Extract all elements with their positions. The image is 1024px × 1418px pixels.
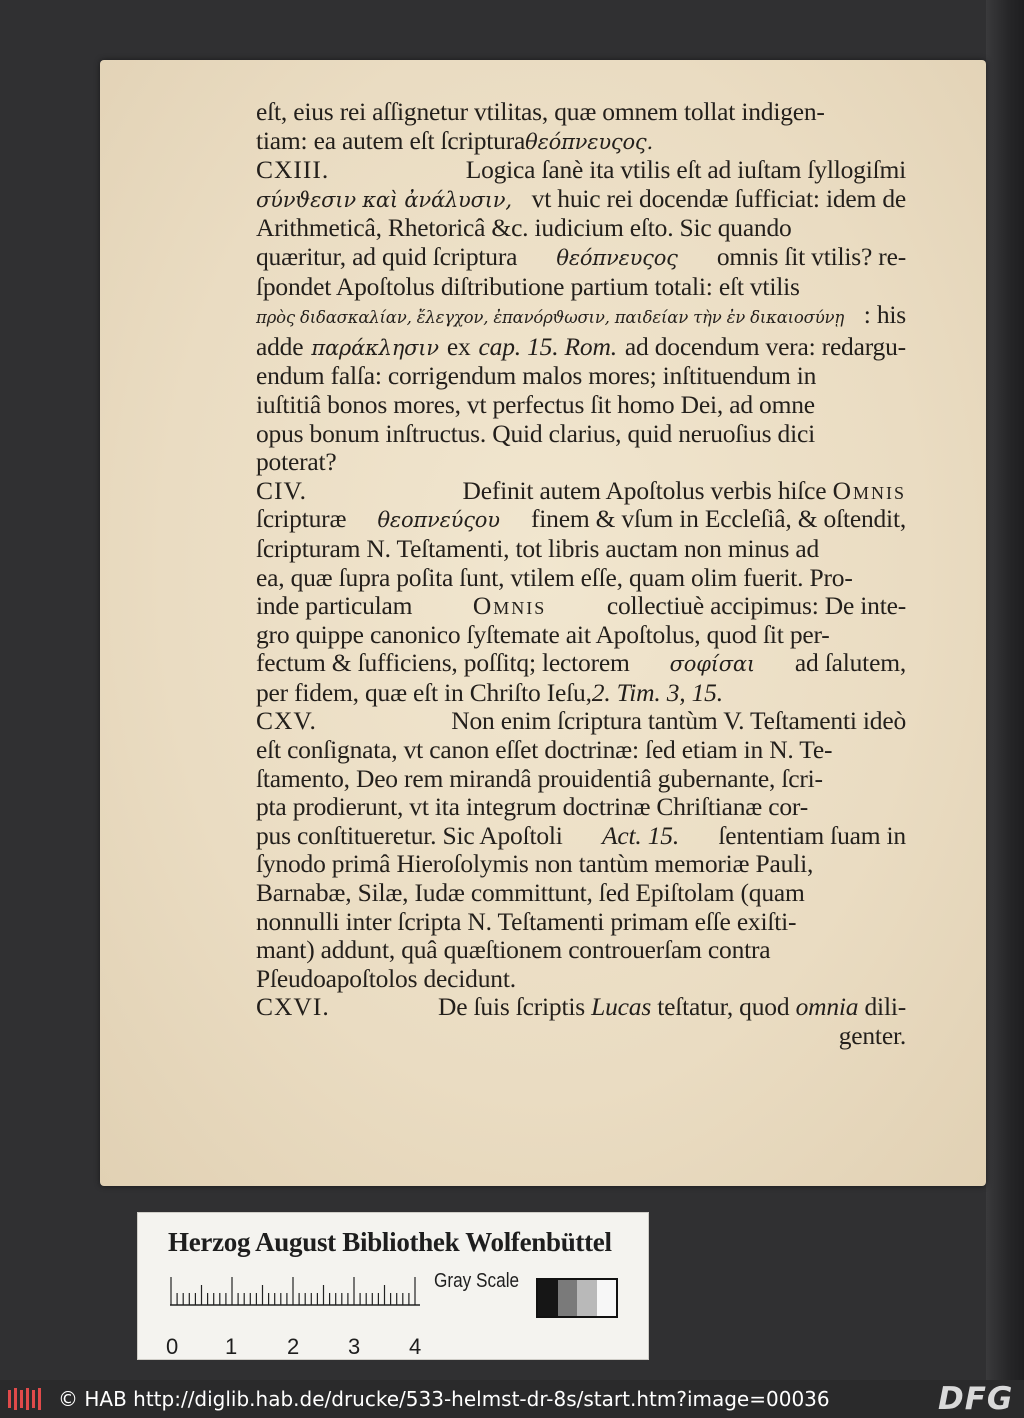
text-line-12: opus bonum inſtructus. Quid clarius, quid neruoſius dici: [256, 418, 815, 448]
ruler-number-4: 4: [409, 1334, 422, 1359]
text-line-30: mant) addunt, quâ quæſtionem controuerſam contra: [256, 935, 771, 965]
text-line-13: poterat?: [256, 447, 337, 477]
text-line-4: σύνϑεσιν καὶ ἀνάλυσιν, vt huic rei docendæ ſufficiat: idem de: [256, 183, 906, 213]
swatch-black: [538, 1280, 558, 1316]
text-line-9: adde παράκλησιν ex cap. 15. Rom. ad docendum vera: redargu-: [256, 331, 906, 361]
text-line-6: quæritur, ad quid ſcriptura θεόπνευςος omnis ſit vtilis? re-: [256, 241, 906, 271]
swatch-dark-gray: [558, 1280, 578, 1316]
text-line-24: ſtamento, Deo rem mirandâ prouidentiâ gubernante, ſcri-: [256, 763, 823, 793]
library-name: Herzog August Bibliothek Wolfenbüttel: [168, 1227, 612, 1257]
ruler-number-2: 2: [287, 1334, 300, 1359]
text-line-31: Pſeudoapoſtolos decidunt.: [256, 963, 516, 993]
text-line-16: ſcripturam N. Teſtamenti, tot libris auctam non minus ad: [256, 533, 820, 563]
footer-bar: [0, 1380, 1024, 1418]
text-line-29: nonnulli inter ſcripta N. Teſtamenti primam eſſe exiſti-: [256, 906, 797, 936]
text-line-27: ſynodo primâ Hieroſolymis non tantùm memoriæ Pauli,: [256, 849, 814, 879]
text-line-18: inde particulam Omnis collectiuè accipimus: De inte-: [256, 591, 906, 621]
book-edge: [986, 0, 1024, 1380]
text-line-21: per fidem, quæ eſt in Chriſto Ieſu, 2. Tim. 3, 15.: [256, 677, 723, 707]
text-line-23: eſt conſignata, vt canon eſſet doctrinæ: ſed etiam in N. Te-: [256, 735, 833, 765]
page-text: [256, 98, 906, 1051]
text-line-25: pta prodierunt, vt ita integrum doctrinæ Chriſtianæ cor-: [256, 792, 809, 822]
section-civ: CIV. Definit autem Apoſtolus verbis hiſce Omnis: [256, 475, 906, 505]
text-line-2: tiam: ea autem eſt ſcriptura θεόπνευςος.: [256, 125, 653, 155]
text-line-19: gro quippe canonico ſyſtemate ait Apoſtolus, quod ſit per-: [256, 619, 830, 649]
text-line-26: pus conſtitueretur. Sic Apoſtoli Act. 15. ſententiam ſuam in: [256, 820, 906, 850]
section-cxiii: CXIII. Logica ſanè ita vtilis eſt ad iuſtam ſyllogiſmi: [256, 155, 906, 185]
section-cxvi: CXVI. De ſuis ſcriptis Lucas teſtatur, quod omnia dili-: [256, 992, 906, 1022]
ruler-number-0: 0: [166, 1334, 179, 1359]
text-line-17: ea, quæ ſupra poſita ſunt, vtilem eſſe, quam olim fuerit. Pro-: [256, 562, 853, 592]
text-line-7: ſpondet Apoſtolus diſtributione partium totali: eſt vtilis: [256, 271, 800, 301]
text-line-10: endum falſa: corrigendum malos mores; inſtituendum in: [256, 361, 817, 391]
gray-scale-label: Gray Scale: [434, 1270, 520, 1292]
text-line-20: fectum & ſufficiens, poſſitq; lectorem σοφίσαι ad ſalutem,: [256, 648, 906, 678]
section-cxv: CXV. Non enim ſcriptura tantùm V. Teſtamenti ideò: [256, 706, 906, 736]
ruler-number-1: 1: [225, 1334, 238, 1359]
swatch-light-gray: [577, 1280, 597, 1316]
text-line-8: πρὸς διδασκαλίαν, ἔλεγχον, ἐπανόρϑωσιν, παιδείαν τὴν ἐν δικαιοσύνῃ : his: [256, 300, 906, 330]
text-line-11: iuſtitiâ bonos mores, vt perfectus ſit homo Dei, ad omne: [256, 389, 815, 419]
text-line-28: Barnabæ, Silæ, Iudæ committunt, ſed Epiſtolam (quam: [256, 878, 805, 908]
text-line-15: ſcripturæ θεοπνεύςου finem & vſum in Eccleſiâ, & oſtendit,: [256, 504, 906, 534]
ruler-number-3: 3: [348, 1334, 361, 1359]
text-line-1: eſt, eius rei aſſignetur vtilitas, quæ omnem tollat indigen-: [256, 97, 825, 126]
swatch-white: [597, 1280, 617, 1316]
text-line-5: Arithmeticâ, Rhetoricâ &c. iudicium eſto. Sic quando: [256, 213, 792, 243]
dfg-logo: DFG: [938, 1381, 1014, 1417]
copyright-url[interactable]: © HAB http://diglib.hab.de/drucke/533-helmst-dr-8s/start.htm?image=00036: [58, 1387, 830, 1411]
catchword: genter.: [838, 1021, 906, 1050]
ruler-ticks: [170, 1267, 420, 1307]
gray-swatches: [536, 1278, 618, 1318]
hab-logo-icon: [6, 1386, 46, 1412]
